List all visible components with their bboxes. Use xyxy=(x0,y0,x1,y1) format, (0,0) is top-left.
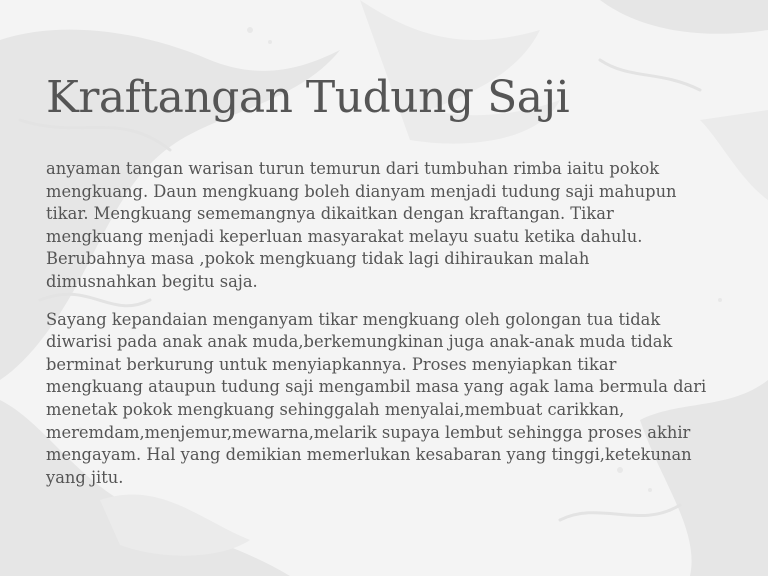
slide-body xyxy=(46,158,736,489)
paragraph-line: yang jitu. xyxy=(46,467,124,487)
paragraph-line: mengkuang ataupun tudung saji mengambil masa yang agak lama bermula dari xyxy=(46,377,707,397)
paragraph-line: mengayam. Hal yang demikian memerlukan kesabaran yang tinggi,ketekunan xyxy=(46,445,692,465)
paragraph-line: dimusnahkan begitu saja. xyxy=(46,271,258,291)
slide-title: Kraftangan Tudung Saji xyxy=(46,72,570,123)
paragraph-line: Sayang kepandaian menganyam tikar mengkuang oleh golongan tua tidak xyxy=(46,309,661,329)
paragraph-1 xyxy=(46,158,736,294)
paragraph-line: menetak pokok mengkuang sehinggalah menyalai,membuat carikkan, xyxy=(46,399,625,419)
paragraph-line: mengkuang menjadi keperluan masyarakat melayu suatu ketika dahulu. xyxy=(46,226,643,246)
paragraph-line: anyaman tangan warisan turun temurun dari tumbuhan rimba iaitu pokok xyxy=(46,159,660,178)
paragraph-line: berminat berkurung untuk menyiapkannya. Proses menyiapkan tikar xyxy=(46,354,617,374)
paragraph-line: diwarisi pada anak anak muda,berkemungkinan juga anak-anak muda tidak xyxy=(46,332,673,352)
paragraph-line: mengkuang. Daun mengkuang boleh dianyam menjadi tudung saji mahupun xyxy=(46,181,677,201)
paragraph-line: Berubahnya masa ,pokok mengkuang tidak lagi dihiraukan malah xyxy=(46,249,590,269)
paragraph-line: meremdam,menjemur,mewarna,melarik supaya lembut sehingga proses akhir xyxy=(46,422,691,442)
paragraph-line: tikar. Mengkuang sememangnya dikaitkan dengan kraftangan. Tikar xyxy=(46,204,614,224)
paragraph-2 xyxy=(46,309,736,490)
